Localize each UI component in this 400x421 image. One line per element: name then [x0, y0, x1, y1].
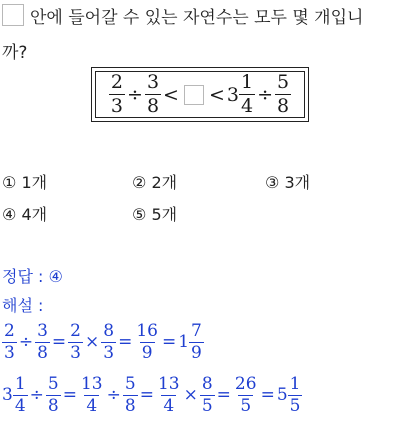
- fraction: $\frac{13}{4}$: [157, 373, 180, 416]
- equals-sign: =: [161, 332, 177, 352]
- equals-sign: =: [51, 332, 67, 352]
- fraction: $\frac{5}{8}$: [47, 373, 59, 416]
- equals-sign: =: [118, 332, 133, 352]
- whole-number: 5: [276, 385, 288, 405]
- choice-2[interactable]: ② 2개: [132, 173, 178, 192]
- fraction: $\frac{8}{5}$: [201, 373, 213, 416]
- choice-5[interactable]: ⑤ 5개: [132, 205, 178, 224]
- divide-sign: ÷: [127, 83, 143, 106]
- less-than-sign: <: [163, 83, 179, 106]
- explanation-line-2: [2, 373, 302, 417]
- fraction: $\frac{3}{8}$: [37, 320, 48, 363]
- answer-label: 정답 : ④: [2, 267, 63, 286]
- explanation-label: 해설 :: [2, 296, 44, 315]
- question-text-1: 안에 들어갈 수 있는 자연수는 모두 몇 개입니: [30, 7, 364, 28]
- fraction: $\frac{1}{4}$: [14, 373, 26, 416]
- inequality-expression: [109, 73, 291, 116]
- fraction: $\frac{26}{5}$: [234, 373, 257, 416]
- fraction: $\frac{16}{9}$: [136, 320, 158, 363]
- choice-4[interactable]: ④ 4개: [2, 205, 48, 224]
- fraction: $\frac{13}{4}$: [80, 373, 103, 416]
- whole-number: 3: [2, 385, 13, 405]
- fraction: $\frac{5}{8}$: [124, 373, 136, 416]
- blank-box-icon: [184, 85, 204, 105]
- fraction: $\frac{2}{3}$: [110, 71, 124, 117]
- whole-number: 3: [226, 83, 239, 106]
- choice-3[interactable]: ③ 3개: [265, 173, 311, 192]
- divide-sign: ÷: [18, 332, 34, 352]
- fraction: $\frac{7}{9}$: [191, 320, 202, 363]
- equals-sign: =: [62, 385, 77, 405]
- times-sign: ×: [183, 385, 198, 405]
- whole-number: 1: [178, 332, 190, 352]
- equals-sign: =: [216, 385, 231, 405]
- fraction: $\frac{2}{3}$: [70, 320, 81, 363]
- fraction: $\frac{2}{3}$: [4, 320, 15, 363]
- fraction: $\frac{3}{8}$: [146, 71, 160, 117]
- fraction: $\frac{8}{3}$: [103, 320, 115, 363]
- divide-sign: ÷: [257, 83, 273, 106]
- expression-box: [91, 67, 309, 122]
- blank-box-icon: [2, 4, 24, 26]
- question-line-1: [2, 2, 363, 28]
- choice-1[interactable]: ① 1개: [2, 173, 48, 192]
- equals-sign: =: [139, 385, 154, 405]
- question-text-2: 까?: [2, 43, 28, 63]
- divide-sign: ÷: [29, 385, 44, 405]
- fraction: $\frac{1}{5}$: [289, 373, 301, 416]
- times-sign: ×: [84, 332, 100, 352]
- less-than-sign: <: [208, 83, 225, 106]
- divide-sign: ÷: [106, 385, 121, 405]
- fraction: $\frac{1}{4}$: [240, 71, 254, 117]
- fraction: $\frac{5}{8}$: [276, 71, 290, 117]
- equals-sign: =: [260, 385, 275, 405]
- explanation-line-1: [2, 320, 204, 364]
